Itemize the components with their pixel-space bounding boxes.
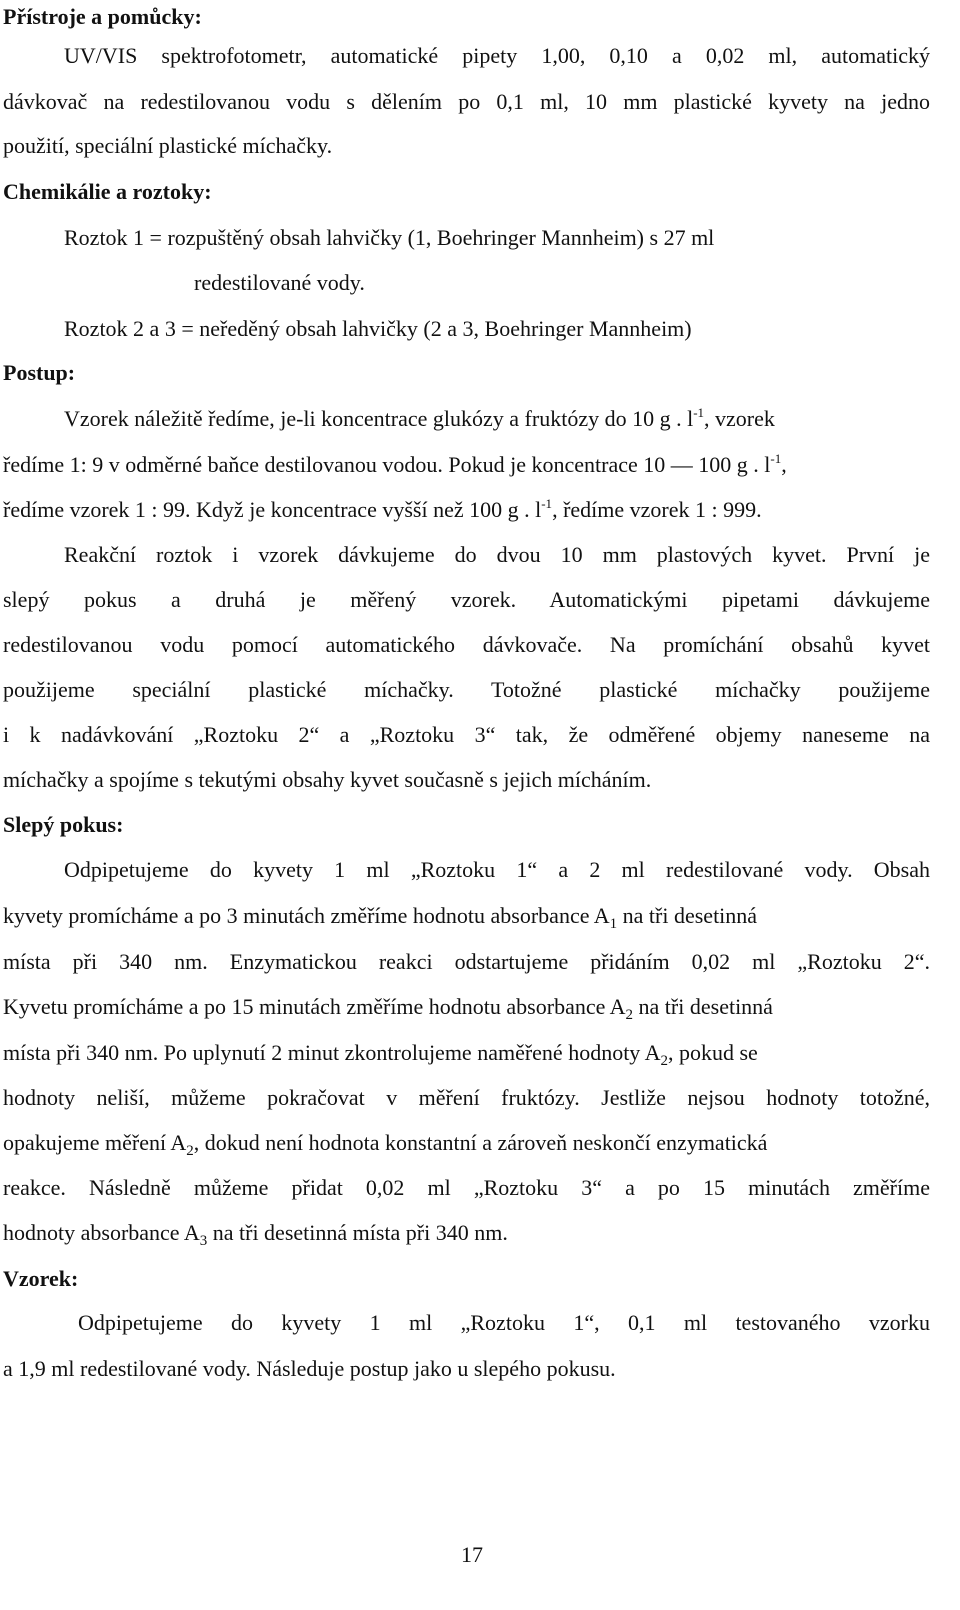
procedure-line-1-tail: , vzorek: [704, 406, 775, 431]
absorbance-subscript: 2: [660, 1053, 668, 1069]
blank-line-9-text: hodnoty absorbance A: [3, 1220, 200, 1245]
procedure-line-3: [3, 495, 762, 525]
procedure-line-3-tail: , ředíme vzorek 1 : 999.: [552, 497, 762, 522]
procedure-line-1: [64, 404, 930, 434]
unit-exponent: -1: [541, 496, 553, 511]
chemicals-line-2: redestilované vody.: [194, 270, 365, 295]
procedure-line-7: použijeme speciální plastické míchačky. Totožné plastické míchačky použijeme: [3, 677, 930, 702]
page-number: 17: [461, 1542, 483, 1567]
unit-exponent: -1: [693, 405, 705, 420]
blank-line-4-text: Kyvetu promícháme a po 15 minutách změříme hodnotu absorbance A: [3, 994, 626, 1019]
blank-line-4: [3, 992, 930, 1022]
absorbance-subscript: 2: [625, 1007, 634, 1023]
absorbance-subscript: 1: [609, 916, 618, 932]
blank-line-5: [3, 1038, 930, 1068]
blank-line-8: reakce. Následně můžeme přidat 0,02 ml „Roztoku 3“ a po 15 minutách změříme: [3, 1175, 930, 1200]
heading-sample: Vzorek:: [3, 1266, 79, 1291]
procedure-line-1-text: Vzorek náležitě ředíme, je-li koncentrace glukózy a fruktózy do 10 g . l: [64, 406, 694, 431]
instruments-line-1: UV/VIS spektrofotometr, automatické pipety 1,00, 0,10 a 0,02 ml, automatický: [64, 43, 930, 68]
blank-line-7: [3, 1128, 930, 1158]
procedure-line-2-tail: ,: [781, 452, 787, 477]
heading-chemicals: Chemikálie a roztoky:: [3, 179, 212, 204]
blank-line-9: [3, 1218, 508, 1248]
blank-line-1: Odpipetujeme do kyvety 1 ml „Roztoku 1“ a 2 ml redestilované vody. Obsah: [64, 857, 930, 882]
blank-line-5-text: místa při 340 nm. Po uplynutí 2 minut zkontrolujeme naměřené hodnoty A: [3, 1040, 661, 1065]
procedure-line-3-text: ředíme vzorek 1 : 99. Když je koncentrace vyšší než 100 g . l: [3, 497, 542, 522]
chemicals-line-1: Roztok 1 = rozpuštěný obsah lahvičky (1, Boehringer Mannheim) s 27 ml: [64, 225, 715, 250]
procedure-line-9: míchačky a spojíme s tekutými obsahy kyvet současně s jejich mícháním.: [3, 767, 652, 792]
procedure-line-2-text: ředíme 1: 9 v odměrné baňce destilovanou vodou. Pokud je koncentrace 10 — 100 g . l: [3, 452, 771, 477]
blank-line-2: [3, 901, 930, 931]
blank-line-5-tail: , pokud se: [667, 1040, 758, 1065]
procedure-line-5: slepý pokus a druhá je měřený vzorek. Automatickými pipetami dávkujeme: [3, 587, 930, 612]
blank-line-7-tail: , dokud není hodnota konstantní a zároveň neskončí enzymatická: [193, 1130, 768, 1155]
absorbance-subscript: 2: [186, 1143, 194, 1159]
unit-exponent: -1: [770, 451, 782, 466]
blank-line-7-text: opakujeme měření A: [3, 1130, 187, 1155]
procedure-line-4: Reakční roztok i vzorek dávkujeme do dvou 10 mm plastových kyvet. První je: [64, 542, 930, 567]
sample-line-1: Odpipetujeme do kyvety 1 ml „Roztoku 1“, 0,1 ml testovaného vzorku: [78, 1310, 930, 1335]
absorbance-subscript: 3: [199, 1233, 208, 1249]
instruments-line-3: použití, speciální plastické míchačky.: [3, 133, 333, 158]
blank-line-2-text: kyvety promícháme a po 3 minutách změříme hodnotu absorbance A: [3, 903, 610, 928]
procedure-line-6: redestilovanou vodu pomocí automatického dávkovače. Na promíchání obsahů kyvet: [3, 632, 930, 657]
blank-line-6: hodnoty neliší, můžeme pokračovat v měření fruktózy. Jestliže nejsou hodnoty totožné,: [3, 1085, 930, 1110]
sample-line-2: a 1,9 ml redestilované vody. Následuje postup jako u slepého pokusu.: [3, 1356, 616, 1381]
heading-procedure: Postup:: [3, 360, 76, 385]
heading-blank-test: Slepý pokus:: [3, 812, 124, 837]
blank-line-4-tail: na tři desetinná: [633, 994, 773, 1019]
chemicals-line-3: Roztok 2 a 3 = neředěný obsah lahvičky (2 a 3, Boehringer Mannheim): [64, 316, 692, 341]
instruments-line-2: dávkovač na redestilovanou vodu s dělením po 0,1 ml, 10 mm plastické kyvety na jedno: [3, 89, 930, 114]
blank-line-9-tail: na tři desetinná místa při 340 nm.: [207, 1220, 508, 1245]
procedure-line-8: i k nadávkování „Roztoku 2“ a „Roztoku 3“ tak, že odměřené objemy naneseme na: [3, 722, 930, 747]
blank-line-3: místa při 340 nm. Enzymatickou reakci odstartujeme přidáním 0,02 ml „Roztoku 2“.: [3, 949, 930, 974]
blank-line-2-tail: na tři desetinná: [617, 903, 758, 928]
procedure-line-2: [3, 450, 930, 480]
heading-instruments: Přístroje a pomůcky:: [3, 4, 202, 29]
